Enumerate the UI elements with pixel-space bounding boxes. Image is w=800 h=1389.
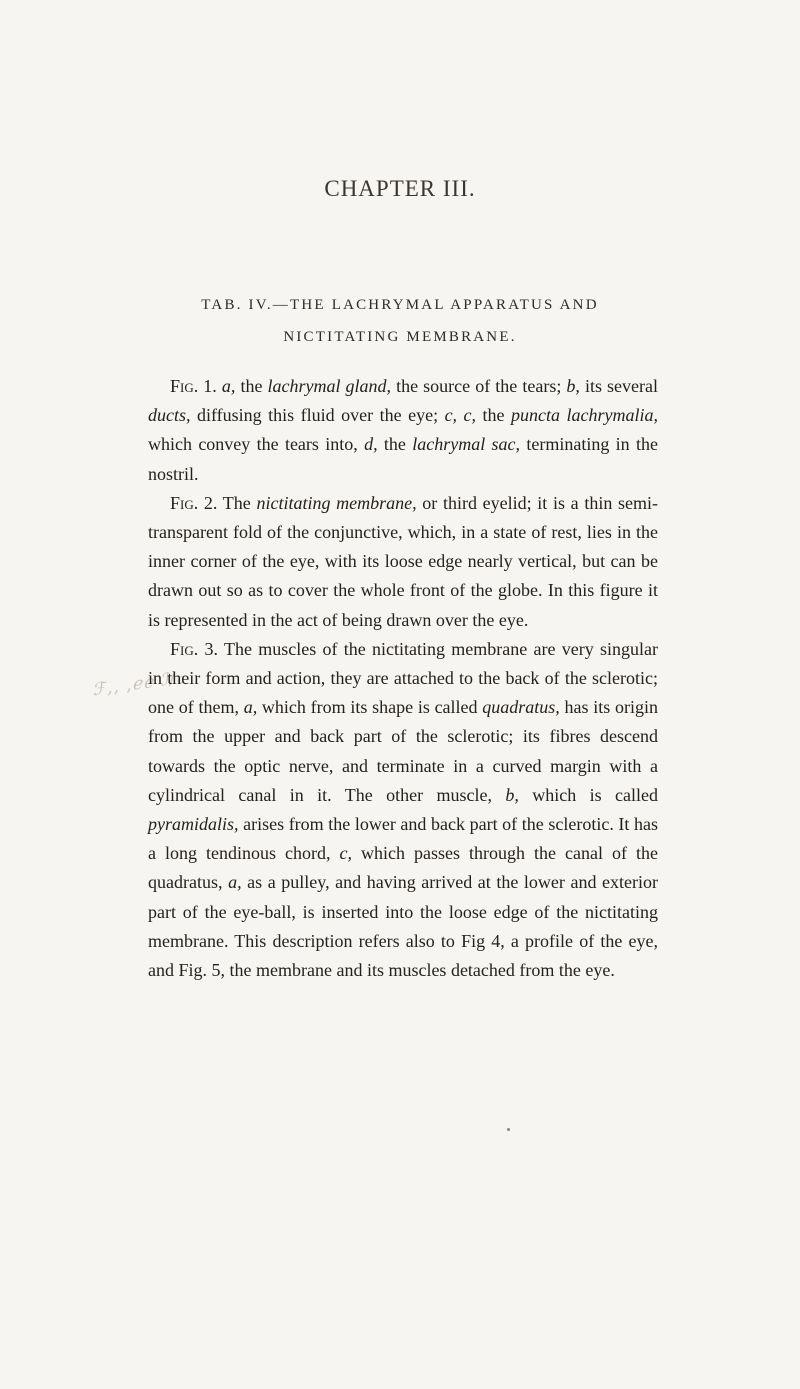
fig-label: Fig. 1. (170, 376, 217, 396)
term-ducts: ducts, (148, 405, 191, 426)
letter-ref: b, (505, 784, 519, 805)
paragraph-fig-1: Fig. 1. a, the lachrymal gland, the source of the tears; b, its several ducts, diffusing this fluid over the eye; c, c, the puncta lachrymalia, which convey the tears into, d, the lachrymal sac, terminating in the nostril. (148, 376, 658, 484)
fig-label: Fig. 3. (170, 638, 219, 659)
plate-heading (100, 289, 700, 353)
paragraph-fig-3: Fig. 3. The muscles of the nictitating membrane are very singular in their form and action, they are attached to the back of the sclerotic; one of them, a, which from its shape is called quadratus, has its origin from the upper and back part of the sclerotic; its fibres descend towards the optic nerve, and terminate in a curved margin with a cylindrical canal in it. The other muscle, b, which is called pyramidalis, arises from the lower and back part of the sclerotic. It has a long tendinous chord, c, which passes through the canal of the quadratus, a, as a pulley, and having arrived at the lower and exterior part of the eye-ball, is inserted into the loose edge of the nictitating membrane. This description refers also to Fig 4, a profile of the eye, and Fig. 5, the membrane and its muscles detached from the eye. (148, 638, 659, 981)
body-text (148, 372, 658, 985)
chapter-title: CHAPTER III. (324, 176, 476, 201)
letter-ref: c, c, (444, 405, 477, 426)
letter-ref: b, (566, 376, 580, 396)
letter-ref: a, (243, 697, 258, 718)
paper-speck (507, 1128, 510, 1131)
term-lachrymal-gland: lachrymal gland, (267, 376, 392, 396)
pencil-margin-note: ℱ,, ,ℯℯ ℐ/ℴ (91, 667, 187, 701)
letter-ref: d, (364, 434, 378, 455)
term-pyramidalis: pyramidalis, (148, 814, 239, 835)
fig-label: Fig. 2. (170, 492, 218, 513)
letter-ref: a, (221, 376, 236, 396)
letter-ref: a, (228, 872, 242, 893)
term-nictitating-membrane: nictitating membrane, (256, 492, 417, 513)
paragraph-fig-2: Fig. 2. The nictitating membrane, or third eyelid; it is a thin semi-transparent fold of the conjunctive, which, in a state of rest, lies in the inner corner of the eye, with its loose edge nearly vertical, but can be drawn out so as to cover the whole front of the globe. In this figure it is represented in the act of being drawn over the eye. (148, 492, 658, 630)
term-puncta: puncta lachrymalia, (511, 405, 658, 426)
plate-heading-line-2: NICTITATING MEMBRANE. (283, 329, 517, 345)
plate-heading-line-1: TAB. IV.—THE LACHRYMAL APPARATUS AND (201, 297, 599, 313)
term-quadratus: quadratus, (482, 697, 560, 718)
term-lachrymal-sac: lachrymal sac, (412, 434, 521, 455)
letter-ref: c, (339, 843, 353, 864)
